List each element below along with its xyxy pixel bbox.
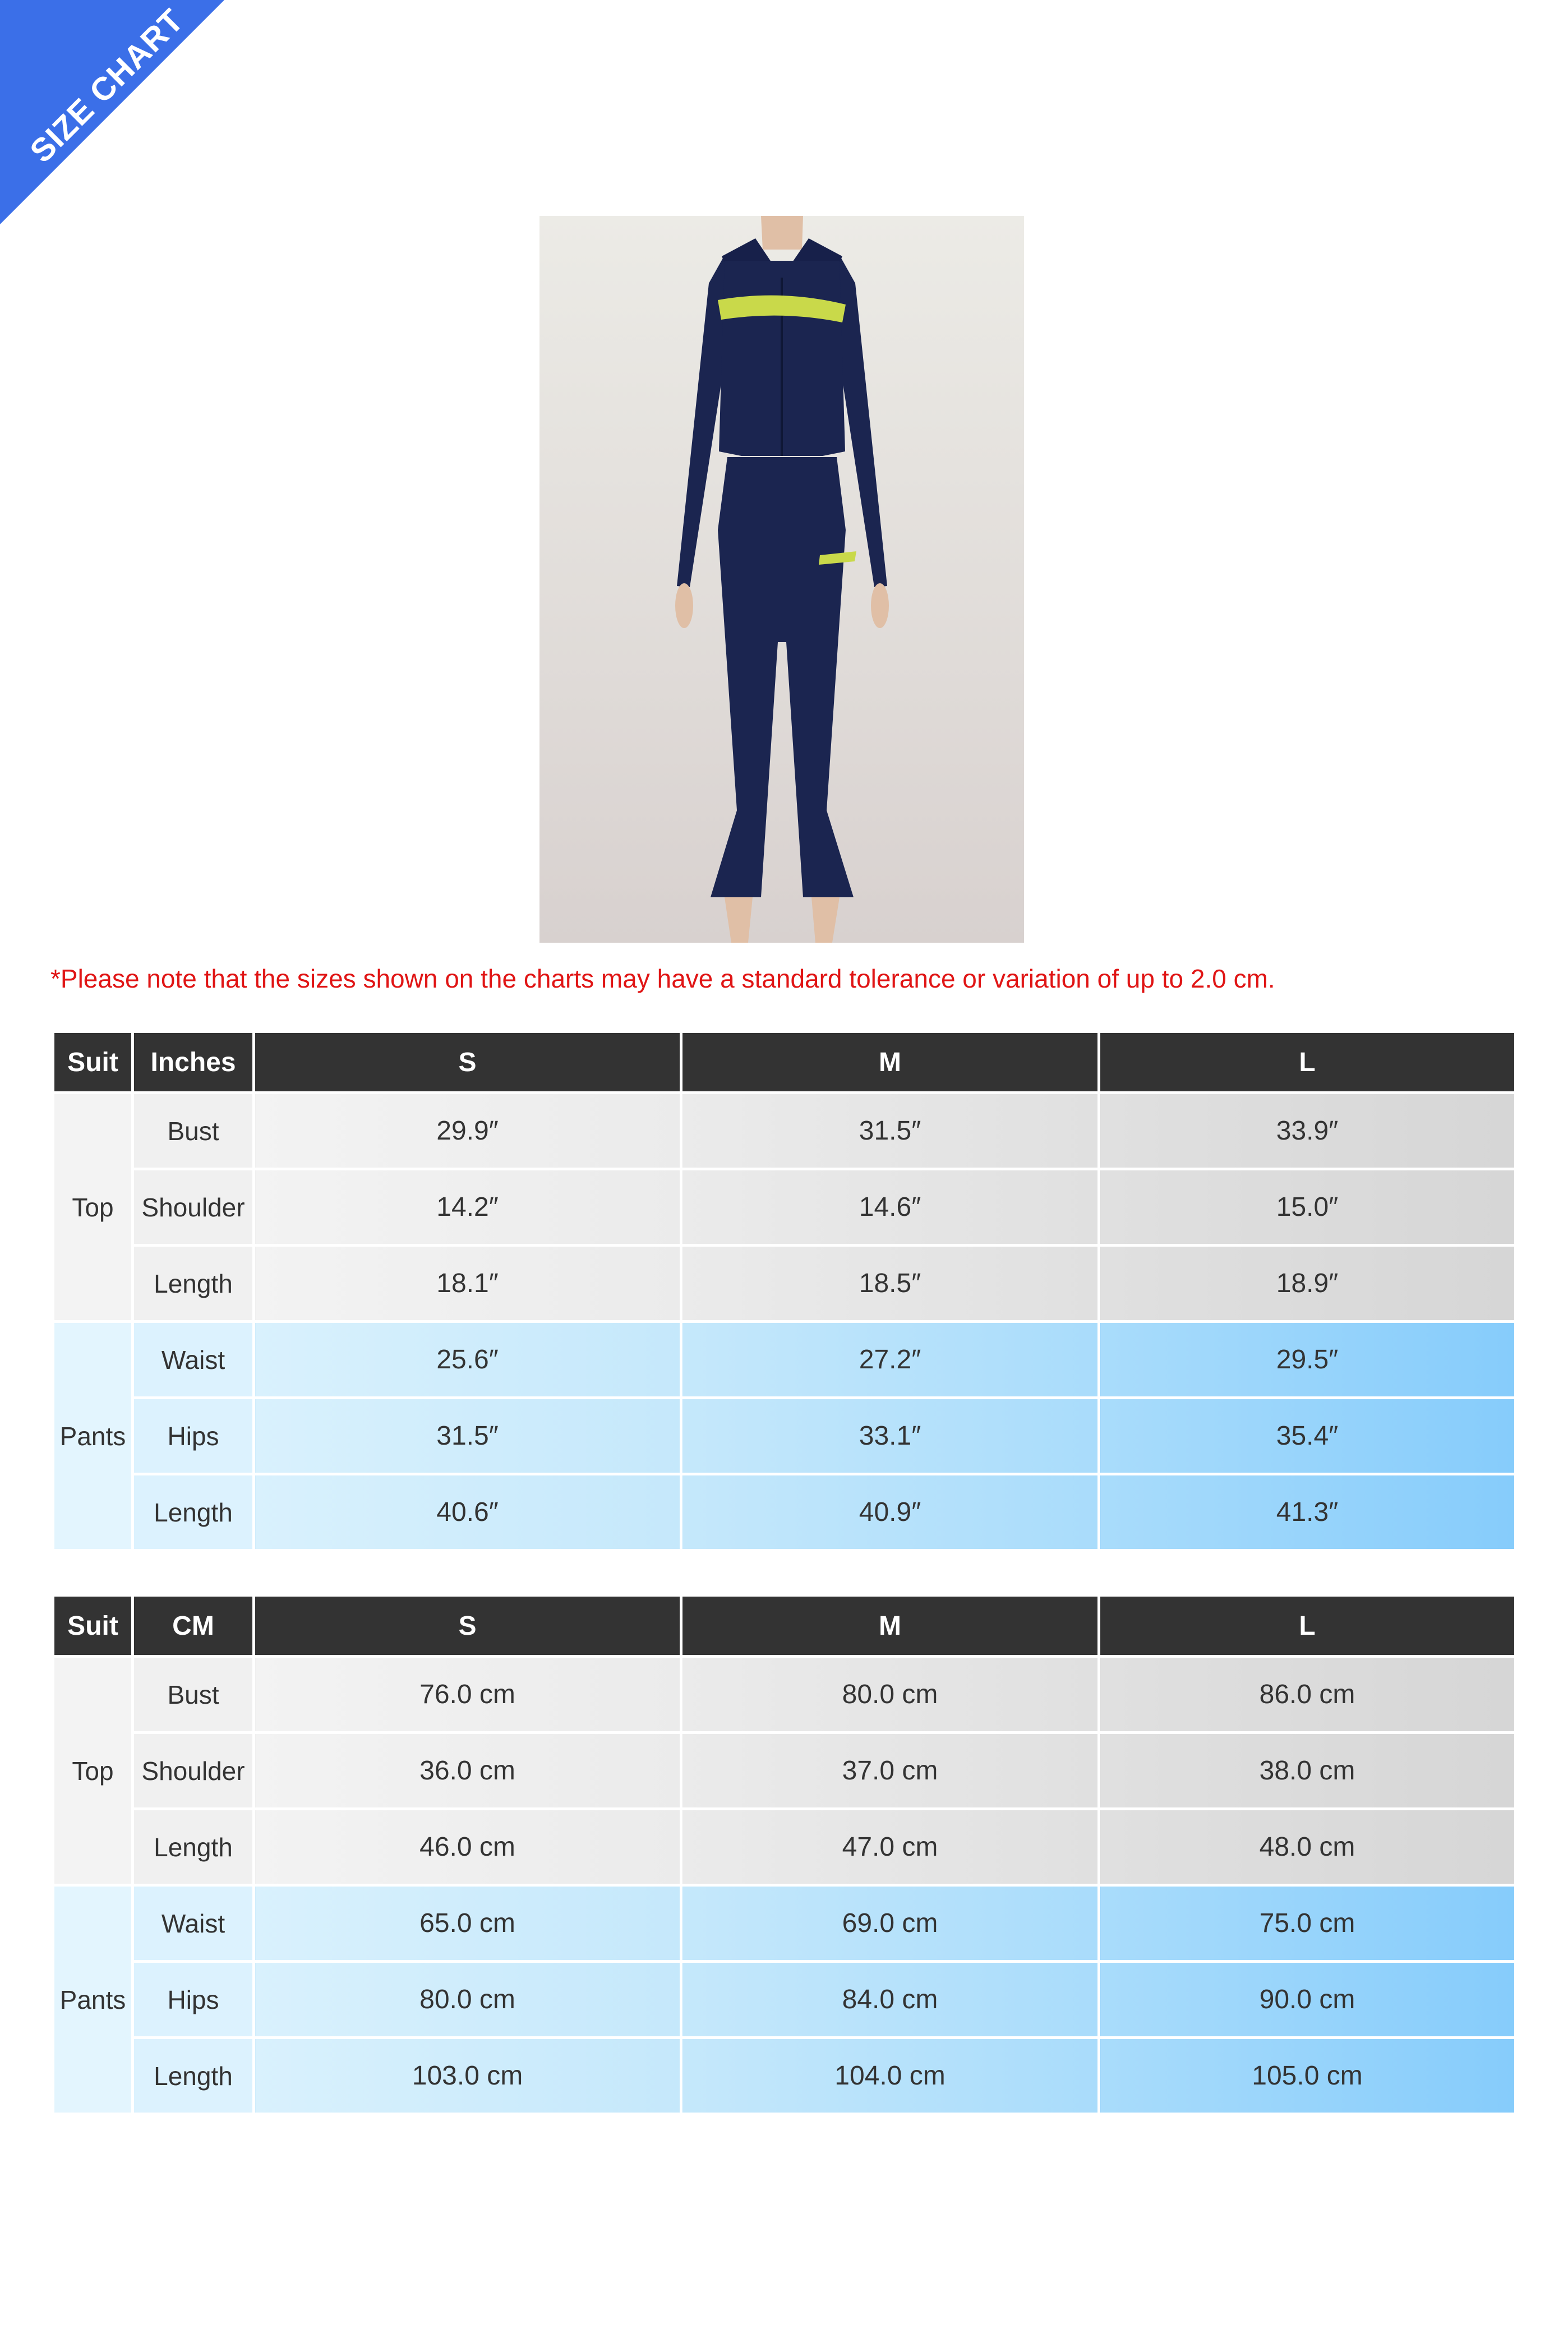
group-label-top: Top xyxy=(53,1093,133,1322)
value-cell: 104.0 cm xyxy=(681,2038,1099,2114)
value-cell: 29.5″ xyxy=(1099,1322,1516,1398)
table-row xyxy=(53,1322,1516,1398)
table-row xyxy=(53,1093,1516,1169)
value-cell: 46.0 cm xyxy=(254,1809,681,1885)
measure-label: Waist xyxy=(133,1885,254,1962)
header-size-s: S xyxy=(254,1032,681,1093)
header-size-m: M xyxy=(681,1595,1099,1657)
value-cell: 38.0 cm xyxy=(1099,1733,1516,1809)
measure-label: Length xyxy=(133,1246,254,1322)
group-label-top: Top xyxy=(53,1657,133,1885)
header-suit: Suit xyxy=(53,1595,133,1657)
value-cell: 105.0 cm xyxy=(1099,2038,1516,2114)
value-cell: 76.0 cm xyxy=(254,1657,681,1733)
value-cell: 31.5″ xyxy=(681,1093,1099,1169)
value-cell: 90.0 cm xyxy=(1099,1962,1516,2038)
value-cell: 33.9″ xyxy=(1099,1093,1516,1169)
value-cell: 18.9″ xyxy=(1099,1246,1516,1322)
value-cell: 80.0 cm xyxy=(254,1962,681,2038)
size-chart-ribbon xyxy=(0,0,224,224)
value-cell: 14.6″ xyxy=(681,1169,1099,1246)
value-cell: 86.0 cm xyxy=(1099,1657,1516,1733)
value-cell: 103.0 cm xyxy=(254,2038,681,2114)
measure-label: Shoulder xyxy=(133,1733,254,1809)
value-cell: 27.2″ xyxy=(681,1322,1099,1398)
product-photo xyxy=(539,216,1024,943)
measure-label: Waist xyxy=(133,1322,254,1398)
value-cell: 35.4″ xyxy=(1099,1398,1516,1474)
header-size-l: L xyxy=(1099,1032,1516,1093)
table-row xyxy=(53,1398,1516,1474)
value-cell: 84.0 cm xyxy=(681,1962,1099,2038)
header-size-s: S xyxy=(254,1595,681,1657)
measure-label: Bust xyxy=(133,1657,254,1733)
measure-label: Length xyxy=(133,1809,254,1885)
value-cell: 15.0″ xyxy=(1099,1169,1516,1246)
measure-label: Bust xyxy=(133,1093,254,1169)
header-size-l: L xyxy=(1099,1595,1516,1657)
value-cell: 25.6″ xyxy=(254,1322,681,1398)
value-cell: 14.2″ xyxy=(254,1169,681,1246)
value-cell: 65.0 cm xyxy=(254,1885,681,1962)
ribbon-label: SIZE CHART xyxy=(22,2,191,170)
mannequin-outfit-illustration xyxy=(539,216,1024,943)
header-unit: CM xyxy=(133,1595,254,1657)
value-cell: 29.9″ xyxy=(254,1093,681,1169)
value-cell: 18.1″ xyxy=(254,1246,681,1322)
value-cell: 36.0 cm xyxy=(254,1733,681,1809)
tolerance-notice: *Please note that the sizes shown on the charts may have a standard tolerance or variation of up to 2.0 cm. xyxy=(50,964,1275,993)
value-cell: 48.0 cm xyxy=(1099,1809,1516,1885)
table-row xyxy=(53,1733,1516,1809)
size-table-cm xyxy=(52,1594,1517,2115)
header-suit: Suit xyxy=(53,1032,133,1093)
table-row xyxy=(53,1169,1516,1246)
group-label-pants: Pants xyxy=(53,1885,133,2114)
group-label-pants: Pants xyxy=(53,1322,133,1551)
value-cell: 37.0 cm xyxy=(681,1733,1099,1809)
value-cell: 40.6″ xyxy=(254,1474,681,1551)
value-cell: 75.0 cm xyxy=(1099,1885,1516,1962)
header-size-m: M xyxy=(681,1032,1099,1093)
table-row xyxy=(53,2038,1516,2114)
measure-label: Length xyxy=(133,1474,254,1551)
value-cell: 69.0 cm xyxy=(681,1885,1099,1962)
table-header-row xyxy=(53,1032,1516,1093)
table-header-row xyxy=(53,1595,1516,1657)
measure-label: Hips xyxy=(133,1398,254,1474)
value-cell: 40.9″ xyxy=(681,1474,1099,1551)
measure-label: Hips xyxy=(133,1962,254,2038)
value-cell: 18.5″ xyxy=(681,1246,1099,1322)
table-row xyxy=(53,1246,1516,1322)
value-cell: 33.1″ xyxy=(681,1398,1099,1474)
table-row xyxy=(53,1474,1516,1551)
table-row xyxy=(53,1657,1516,1733)
table-row xyxy=(53,1885,1516,1962)
measure-label: Shoulder xyxy=(133,1169,254,1246)
size-table-inches xyxy=(52,1030,1517,1552)
value-cell: 47.0 cm xyxy=(681,1809,1099,1885)
table-row xyxy=(53,1962,1516,2038)
value-cell: 31.5″ xyxy=(254,1398,681,1474)
value-cell: 41.3″ xyxy=(1099,1474,1516,1551)
header-unit: Inches xyxy=(133,1032,254,1093)
value-cell: 80.0 cm xyxy=(681,1657,1099,1733)
measure-label: Length xyxy=(133,2038,254,2114)
table-row xyxy=(53,1809,1516,1885)
ribbon-shape xyxy=(0,0,224,224)
